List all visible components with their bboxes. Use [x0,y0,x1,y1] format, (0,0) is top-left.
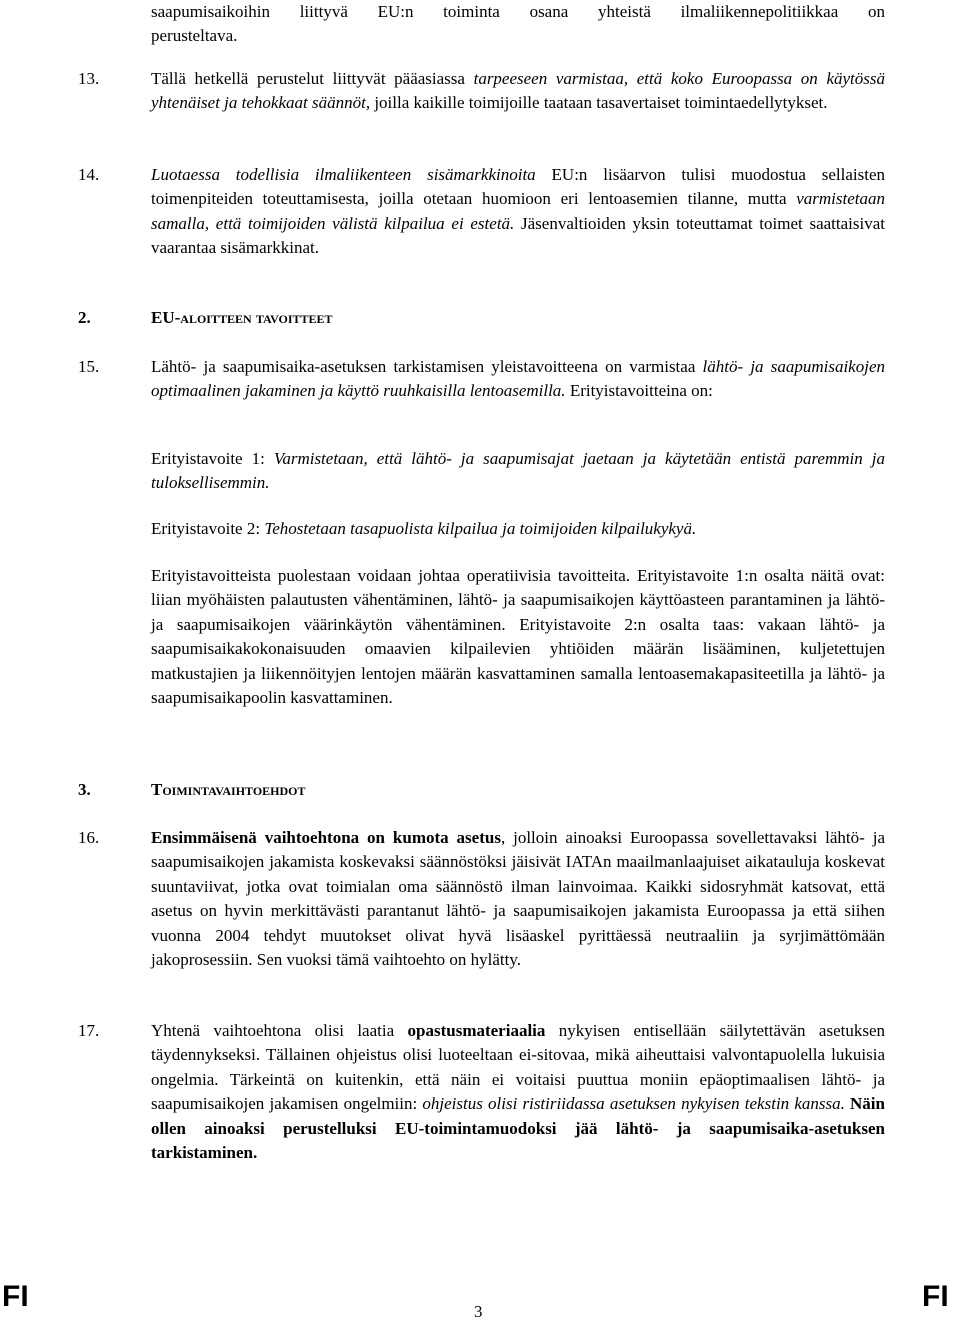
paragraph-number-17: 17. [78,1021,100,1040]
p14-text-b: EU:n lisäarvon tulisi muodostua sellaisten toimenpiteiden toteuttamisesta, joilla otetaan huomioon eri lentoasemien tilanne, mutta [151,165,885,209]
p13-text-c: joilla kaikille toimijoille taataan tasavertaiset toimintaedellytykset. [370,93,828,113]
paragraph-17 [151,1019,885,1165]
footer-language-left: FI [2,1280,29,1313]
objective-1-label: Erityistavoite 1: [151,449,274,468]
objective-2-text: Tehostetaan tasapuolista kilpailua ja toimijoiden kilpailukykyä. [264,519,697,538]
section-3-title: Toimintavaihtoehdot [151,780,306,799]
paragraph-number-13: 13. [78,69,100,88]
p17-text-a: Yhtenä vaihtoehtona olisi laatia [151,1021,408,1040]
paragraph-number-15: 15. [78,357,100,376]
p16-text-a: Ensimmäisenä vaihtoehtona on kumota asetus [151,828,501,847]
objective-2-label: Erityistavoite 2: [151,519,265,538]
footer-language-right: FI [922,1280,949,1313]
p15-text-c: Erityistavoitteina on: [565,381,713,401]
paragraph-number-14: 14. [78,165,100,184]
intro-paragraph [151,0,885,49]
paragraph-13 [151,67,885,116]
p13-text-b: tarpeeseen varmistaa, että koko Euroopassa on käytössä yhtenäiset ja tehokkaat säännöt, [151,69,885,113]
objective-1 [151,447,885,496]
paragraph-14 [151,163,885,261]
p14-text-d: Jäsenvaltioiden yksin toteuttamat toimet saattaisivat vaarantaa sisämarkkinat. [151,213,885,258]
operational-objectives-paragraph: Erityistavoitteista puolestaan voidaan johtaa operatiivisia tavoitteita. Erityistavoite 1:n osalta näitä ovat: liian myöhäisten palautusten vähentäminen, lähtö- ja saapumisaikojen käyttöasteen parantaminen ja lähtö- ja saapumisaikojen väärinkäytön vähentäminen. Erityistavoite 2:n osalta taas: vakaan lähtö- ja saapumisaikakokonaisuuden omaavien kilpailevien yhtiöiden määrän lisääminen, kuljetettujen matkustajien ja liikennöityjen lentojen määrän kasvattaminen samalla lentoasemakapasiteetilla ja lähtö- ja saapumisaikapoolin kasvattaminen. [151,566,885,708]
objective-2 [151,517,885,541]
section-2-title: EU-aloitteen tavoitteet [151,308,333,327]
p14-text-a: Luotaessa todellisia ilmaliikenteen sisämarkkinoita [151,165,536,184]
p13-text-a: Tällä hetkellä perustelut liittyvät pääasiassa [151,69,474,88]
p16-text-b: , jolloin ainoaksi Euroopassa sovellettavaksi lähtö- ja saapumisaikojen jakamista koskevaksi säännöstöksi jäisivät IATAn maailmanlaajuiset aikatauluja koskevat suuntaviivat, jotka ovat toimialan oma säännöstö ilman lainvoimaa. Kaikki sidosryhmät katsovat, että asetus on hyvin merkittävästi parantanut lähtö- ja saapumisaikojen jakamista Euroopassa ja että siihen vuonna 2004 tehdyt muutokset olivat hyvä lisäaskel pyrittäessä neutraaliin ja syrjimättömään jakoprosessiin. Sen vuoksi tämä vaihtoehto on hylätty. [151,828,885,970]
paragraph-16 [151,826,885,972]
p17-text-d: ohjeistus olisi ristiriidassa asetuksen nykyisen tekstin kanssa. [422,1094,845,1114]
intro-line-1: saapumisaikoihin liittyvä EU:n toiminta osana yhteistä ilmaliikennepolitiikkaa on [151,2,885,21]
section-2-number: 2. [78,308,91,327]
section-3-number: 3. [78,780,91,799]
paragraph-15 [151,355,885,404]
p15-text-a: Lähtö- ja saapumisaika-asetuksen tarkistamisen yleistavoitteena on varmistaa [151,357,703,376]
p17-text-b: opastusmateriaalia [407,1021,546,1040]
paragraph-number-16: 16. [78,828,100,847]
intro-line-2: perusteltava. [151,26,238,46]
page-number: 3 [474,1302,483,1321]
objective-1-text: Varmistetaan, että lähtö- ja saapumisajat jaetaan ja käytetään entistä paremmin ja tuloksellisemmin. [151,449,885,493]
p15-text-b: lähtö- ja saapumisaikojen optimaalinen jakaminen ja käyttö ruuhkaisilla lentoasemilla. [151,357,885,401]
p14-text-c: varmistetaan samalla, että toimijoiden välistä kilpailua ei estetä. [151,189,885,233]
p17-text-c: nykyisen entisellään säilytettävän asetuksen täydennykseksi. Tällainen ohjeistus olisi luoteeltaan ei-sitovaa, mikä aiheuttaisi valvontapuolella lukuisia ongelmia. Tärkeintä on kuitenkin, että näin ei voitaisi puuttua moniin epäoptimaalisen lähtö- ja saapumisaikojen jakamisen ongelmiin: [151,1021,885,1114]
p17-text-e: Näin ollen ainoaksi perustelluksi EU-toimintamuodoksi jää lähtö- ja saapumisaika-asetuksen tarkistaminen. [151,1094,885,1163]
